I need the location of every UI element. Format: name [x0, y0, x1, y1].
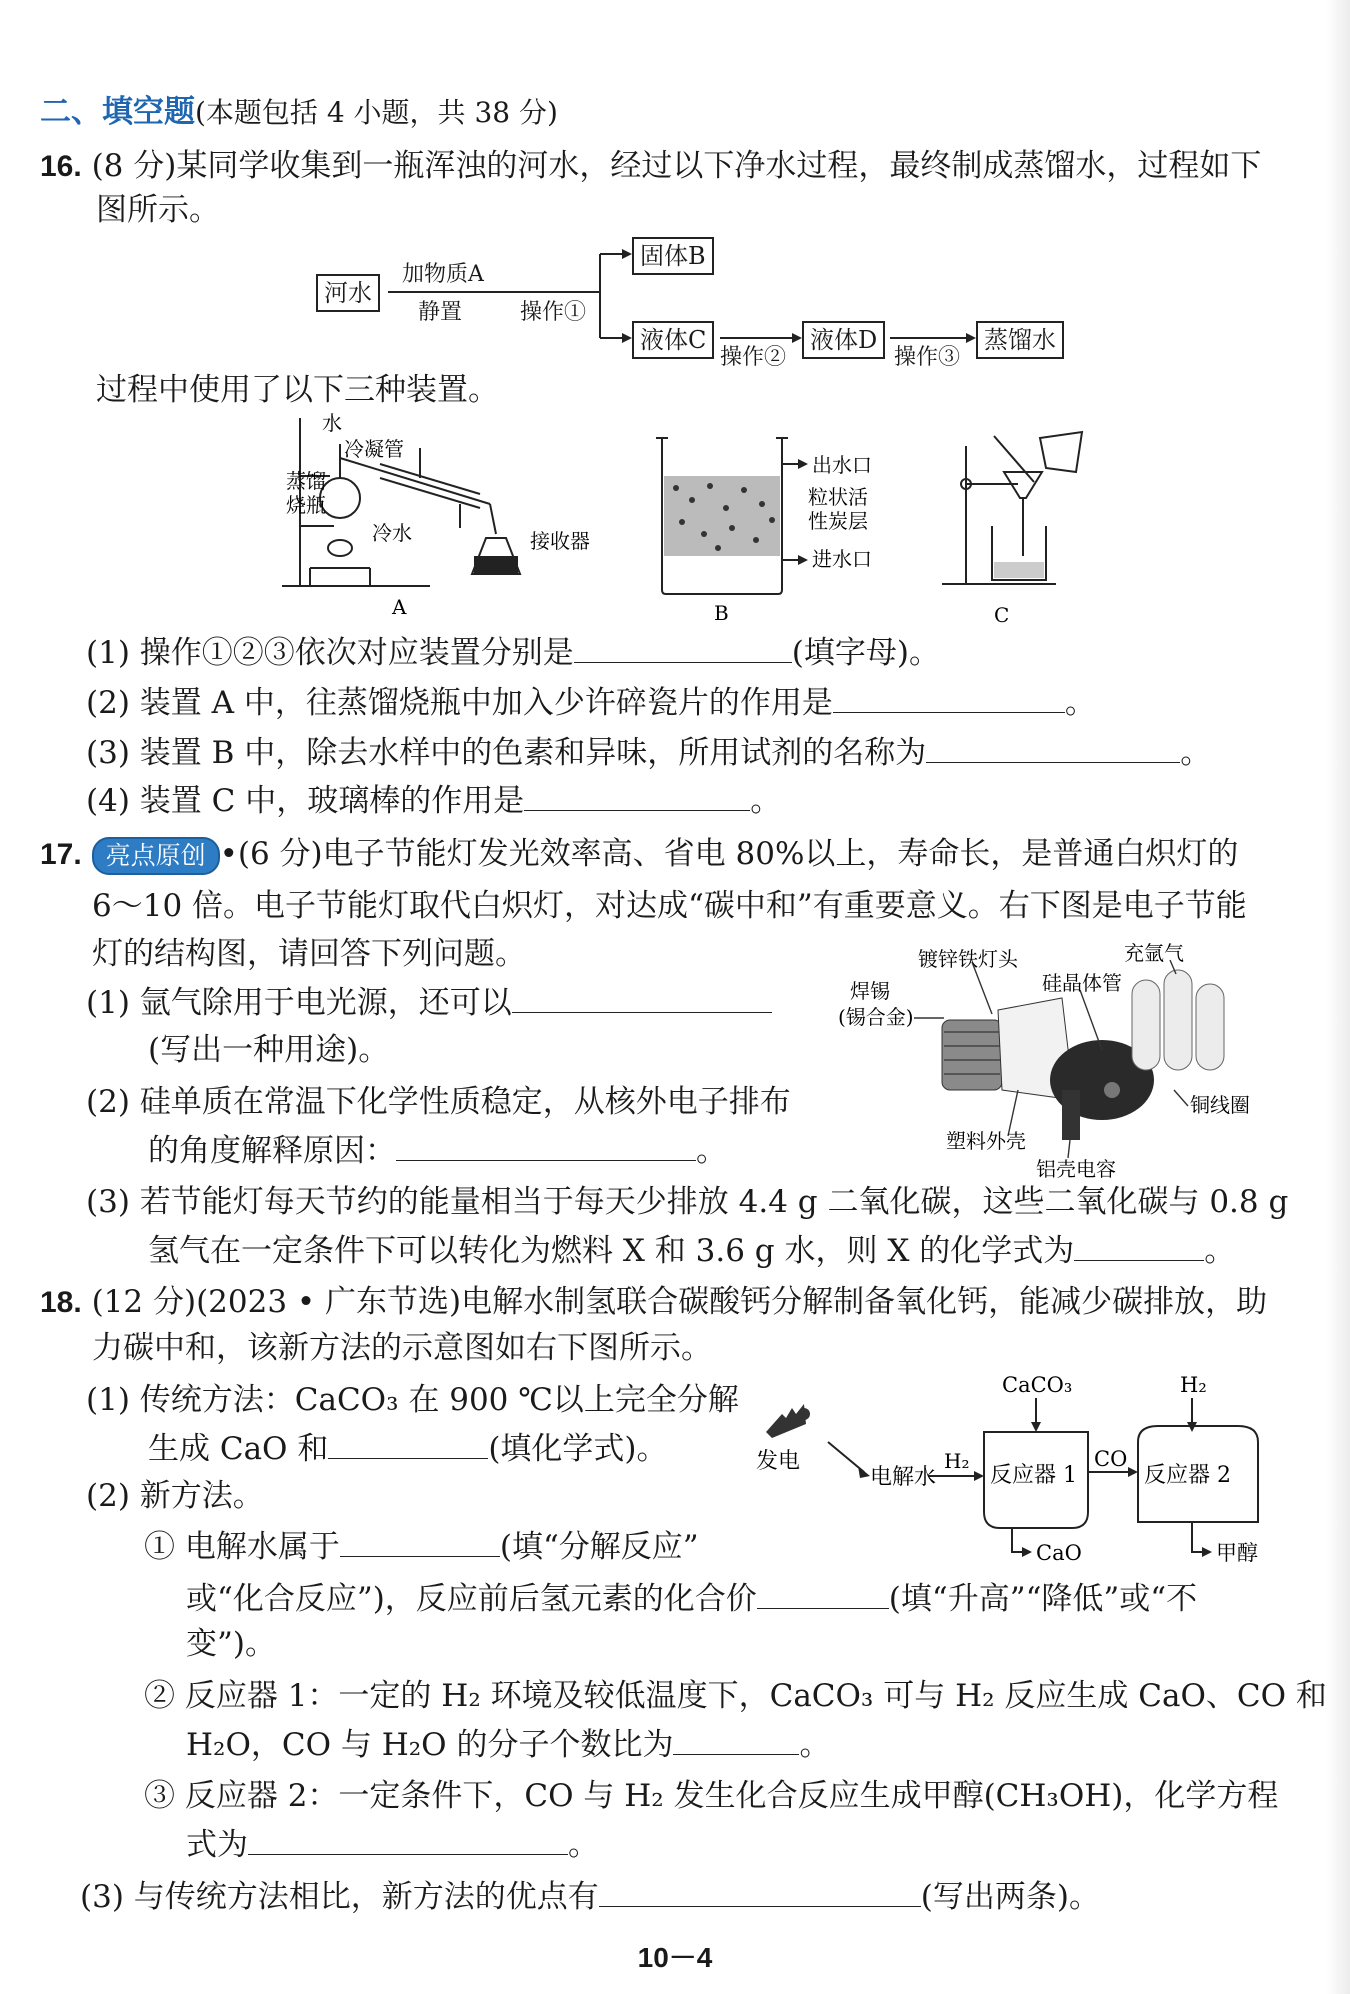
q17-sub3-end: 。	[1204, 1233, 1236, 1269]
device-a-label: A	[392, 595, 407, 618]
q18-sub3-text: (3) 与传统方法相比，新方法的优点有	[80, 1879, 599, 1915]
q18-s2-1-text2: 或“化合反应”)，反应前后氢元素的化合价	[186, 1581, 757, 1617]
filtration-drawing	[936, 416, 1096, 626]
answer-blank[interactable]	[524, 780, 750, 811]
q16-sub1-hint: (填字母)。	[791, 635, 940, 671]
label-h2: H₂	[944, 1449, 970, 1473]
label-transistor: 硅晶体管	[1042, 971, 1122, 995]
device-c-filtration	[936, 416, 1096, 626]
flow-label-op2: 操作②	[720, 345, 787, 370]
q18-s2-1-text: ① 电解水属于	[144, 1529, 340, 1565]
q17-sub2-cont	[148, 1130, 727, 1171]
q16-sub2-text: (2) 装置 A 中，往蒸馏烧瓶中加入少许碎瓷片的作用是	[86, 685, 833, 721]
answer-blank[interactable]	[926, 732, 1180, 763]
label-carbon-1: 粒状活	[808, 485, 868, 509]
q17-line3: 灯的结构图，请回答下列问题。	[92, 936, 526, 972]
device-a-distillation	[280, 408, 600, 618]
section-title: 二、填空题	[40, 94, 195, 130]
q16-sub4-text: (4) 装置 C 中，玻璃棒的作用是	[86, 783, 525, 819]
answer-blank[interactable]	[1074, 1230, 1204, 1261]
flow-label-stand: 静置	[418, 300, 463, 325]
answer-blank[interactable]	[833, 682, 1065, 713]
q16-sub2-end: 。	[1064, 685, 1096, 721]
flow-box-liquid-c: 液体C	[632, 321, 714, 359]
q18-s2-3-cont	[186, 1824, 599, 1865]
q18-s2-3-text: 式为	[186, 1827, 248, 1863]
flow-box-solid-b: 固体B	[632, 237, 714, 275]
label-electrolysis: 电解水	[870, 1465, 937, 1490]
q18-sub1-hint: (填化学式)。	[488, 1431, 668, 1467]
q17-sub1	[86, 982, 772, 1023]
device-c-label: C	[994, 603, 1010, 626]
q18-line2: 力碳中和，该新方法的示意图如右下图所示。	[92, 1330, 712, 1366]
q18-s2-3-end: 。	[568, 1827, 599, 1863]
label-copper-coil: 铜线圈	[1190, 1093, 1250, 1117]
label-receiver: 接收器	[530, 529, 590, 553]
q18-sub2: (2) 新方法。	[86, 1478, 264, 1514]
q16-sub3	[86, 732, 1211, 773]
page-number: 10－4	[637, 1942, 713, 1973]
question-number: 17.	[40, 838, 82, 871]
label-outlet: 出水口	[812, 453, 872, 477]
label-plastic-shell: 塑料外壳	[946, 1129, 1026, 1153]
label-reactor-1: 反应器 1	[990, 1463, 1077, 1488]
q18-line1	[40, 1282, 1267, 1323]
label-methanol: 甲醇	[1216, 1541, 1258, 1565]
label-lamp-head: 镀锌铁灯头	[918, 947, 1018, 971]
question-number: 16.	[40, 150, 82, 183]
q18-sub1: (1) 传统方法：CaCO₃ 在 900 ℃以上完全分解	[86, 1382, 739, 1418]
q18-s2-1-cont	[186, 1578, 1197, 1619]
label-caco3: CaCO₃	[1002, 1373, 1073, 1397]
answer-blank[interactable]	[512, 982, 772, 1013]
q17-sub2-end: 。	[696, 1133, 727, 1169]
q17-sub1-text: (1) 氩气除用于电光源，还可以	[86, 985, 512, 1021]
q16-sub3-text: (3) 装置 B 中，除去水样中的色素和异味，所用试剂的名称为	[86, 735, 927, 771]
q16-intro-line2: 图所示。	[96, 192, 220, 228]
q18-s2-2-end: 。	[799, 1727, 831, 1763]
answer-blank[interactable]	[248, 1824, 568, 1855]
q16-sub3-end: 。	[1180, 735, 1212, 771]
q18-text-1: (12 分)(2023 • 广东节选)电解水制氢联合碳酸钙分解制备氧化钙，能减少碳排放，助	[91, 1284, 1268, 1320]
q17-sub3-text: 氢气在一定条件下可以转化为燃料 X 和 3.6 g 水，则 X 的化学式为	[148, 1233, 1075, 1269]
q18-sub1-text: 生成 CaO 和	[148, 1431, 329, 1467]
reactor-drawing	[752, 1362, 1288, 1576]
highlight-badge: 亮点原创	[92, 837, 220, 875]
q16-flow-diagram	[0, 0, 1350, 380]
q16-sub1-text: (1) 操作①②③依次对应装置分别是	[86, 635, 574, 671]
section-subtitle: (本题包括 4 小题，共 38 分)	[195, 96, 558, 129]
label-reactor-2: 反应器 2	[1144, 1463, 1231, 1488]
answer-blank[interactable]	[574, 632, 792, 663]
q18-s2-2: ② 反应器 1：一定的 H₂ 环境及较低温度下，CaCO₃ 可与 H₂ 反应生成 CaO、CO 和	[144, 1678, 1327, 1714]
q18-s2-1-end: 变”)。	[186, 1626, 276, 1662]
device-b-label: B	[714, 601, 729, 624]
flow-box-distilled: 蒸馏水	[976, 321, 1064, 359]
label-solder-2: (锡合金)	[838, 1005, 914, 1029]
answer-blank[interactable]	[328, 1428, 488, 1459]
q17-line1	[40, 834, 1238, 875]
label-power: 发电	[756, 1449, 801, 1474]
q18-s2-3: ③ 反应器 2：一定条件下，CO 与 H₂ 发生化合反应生成甲醇(CH₃OH)，化学方程	[144, 1778, 1279, 1814]
question-number: 18.	[40, 1286, 82, 1319]
label-carbon-2: 性炭层	[808, 509, 868, 533]
answer-blank[interactable]	[757, 1578, 889, 1609]
label-capacitor: 铝壳电容	[1036, 1157, 1116, 1180]
flow-label-op3: 操作③	[894, 345, 961, 370]
q17-sub2: (2) 硅单质在常温下化学性质稳定，从核外电子排布	[86, 1084, 791, 1120]
label-condenser: 冷凝管	[344, 437, 404, 461]
q18-s2-2-text: H₂O，CO 与 H₂O 的分子个数比为	[186, 1727, 674, 1763]
q17-line2: 6～10 倍。电子节能灯取代白炽灯，对达成“碳中和”有重要意义。右下图是电子节能	[92, 888, 1247, 924]
flow-arrows	[0, 0, 1350, 380]
q16-intro-text: (8 分)某同学收集到一瓶浑浊的河水，经过以下净水过程，最终制成蒸馏水，过程如下	[91, 148, 1262, 184]
q17-sub1-hint: (写出一种用途)。	[148, 1032, 390, 1068]
label-water: 水	[322, 411, 342, 435]
answer-blank[interactable]	[599, 1876, 921, 1907]
q18-s2-1	[144, 1526, 699, 1567]
q16-sub1	[86, 632, 940, 673]
q17-sub3-line2	[148, 1230, 1235, 1271]
q16-sub4-end: 。	[750, 783, 782, 819]
label-flask-1: 蒸馏	[286, 469, 326, 493]
carbon-filter-drawing	[652, 424, 912, 624]
label-co: CO	[1094, 1447, 1128, 1471]
q16-sub2	[86, 682, 1096, 723]
q16-devices-intro: 过程中使用了以下三种装置。	[96, 372, 499, 408]
q18-reactor-diagram	[752, 1362, 1288, 1576]
answer-blank[interactable]	[673, 1724, 799, 1755]
q18-sub1-cont	[148, 1428, 668, 1469]
flow-label-add: 加物质A	[402, 262, 484, 287]
label-argon: 充氩气	[1124, 941, 1184, 965]
q17-text-1: •(6 分)电子节能灯发光效率高、省电 80%以上，寿命长，是普通白炽灯的	[219, 836, 1239, 872]
answer-blank[interactable]	[396, 1130, 696, 1161]
label-h2-top: H₂	[1180, 1373, 1207, 1397]
q18-s2-2-cont	[186, 1724, 830, 1765]
label-cold-water: 冷水	[372, 521, 412, 545]
label-solder-1: 焊锡	[850, 979, 890, 1003]
answer-blank[interactable]	[340, 1526, 500, 1557]
q18-sub3-hint: (写出两条)。	[920, 1879, 1100, 1915]
q18-sub3	[80, 1876, 1100, 1917]
q17-sub2-text: 的角度解释原因：	[148, 1133, 396, 1169]
flow-box-river: 河水	[316, 274, 380, 312]
q17-sub3-line1: (3) 若节能灯每天节约的能量相当于每天少排放 4.4 g 二氧化碳，这些二氧化碳与 0.8 g	[86, 1184, 1289, 1220]
device-b-carbon-filter	[652, 424, 912, 624]
q18-s2-1-hint2: (填“升高”“降低”或“不	[888, 1581, 1198, 1617]
q16-sub4	[86, 780, 781, 821]
label-inlet: 进水口	[812, 547, 872, 571]
lamp-structure-figure	[812, 940, 1262, 1180]
flow-box-liquid-d: 液体D	[802, 321, 885, 359]
distillation-drawing	[280, 408, 600, 618]
label-cao: CaO	[1036, 1541, 1082, 1565]
label-flask-2: 烧瓶	[286, 493, 326, 517]
q18-s2-1-hint: (填“分解反应”	[499, 1529, 699, 1565]
lamp-drawing	[812, 940, 1262, 1180]
flow-label-op1: 操作①	[520, 300, 587, 325]
